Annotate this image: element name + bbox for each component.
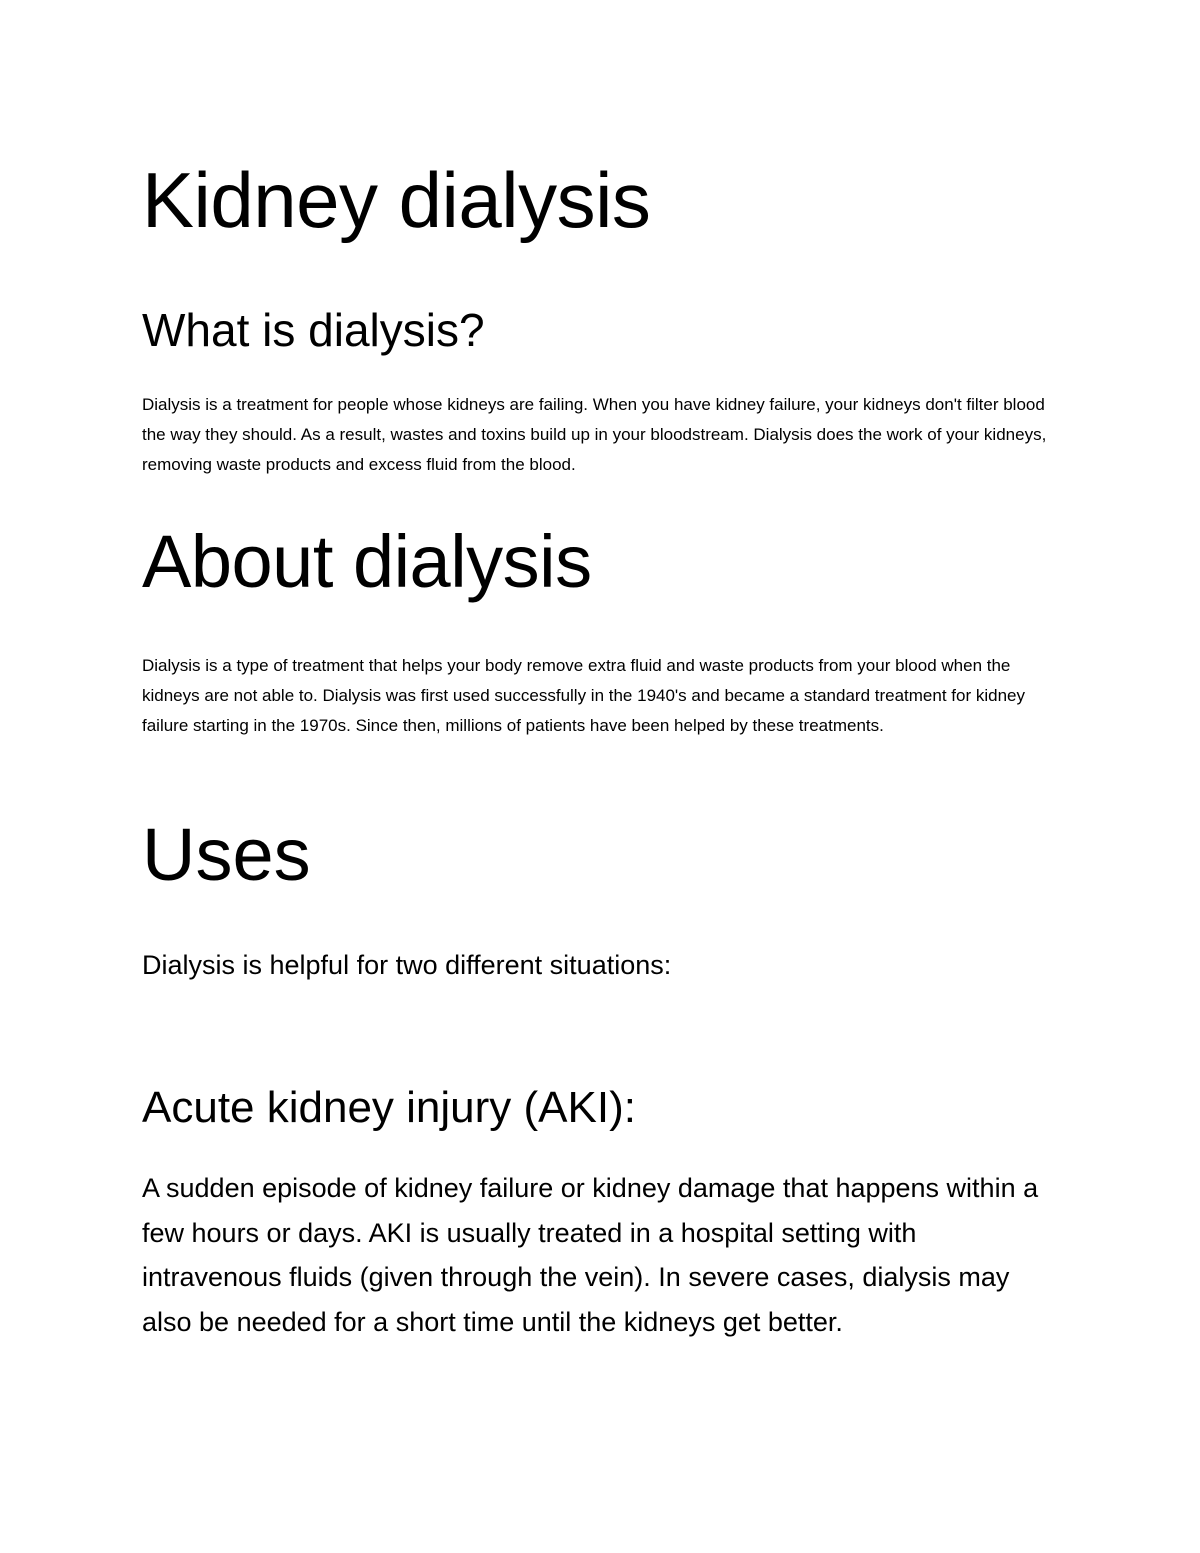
heading-about-dialysis: About dialysis <box>142 520 592 603</box>
heading-what-is-dialysis: What is dialysis? <box>142 304 485 356</box>
document-title: Kidney dialysis <box>142 156 651 244</box>
heading-acute-kidney-injury: Acute kidney injury (AKI): <box>142 1083 636 1132</box>
heading-uses: Uses <box>142 813 311 896</box>
paragraph-about-dialysis: Dialysis is a type of treatment that helps your body remove extra fluid and waste products from your blood when the kidneys are not able to. Dialysis was first used successfully in the 1940's and became a standard treatment for kidney failure starting in the 1970s. Since then, millions of patients have been helped by these treatments. <box>142 656 1025 735</box>
paragraph-what-is-dialysis: Dialysis is a treatment for people whose kidneys are failing. When you have kidney failure, your kidneys don't filter blood the way they should. As a result, wastes and toxins build up in your bloodstream. Dialysis does the work of your kidneys, removing waste products and excess fluid from the blood. <box>142 395 1047 474</box>
paragraph-uses-intro: Dialysis is helpful for two different situations: <box>142 950 672 980</box>
paragraph-acute-kidney-injury: A sudden episode of kidney failure or kidney damage that happens within a few hours or days. AKI is usually treated in a hospital setting with intravenous fluids (given through the vein). In severe cases, dialysis may also be needed for a short time until the kidneys get better. <box>142 1173 1039 1337</box>
